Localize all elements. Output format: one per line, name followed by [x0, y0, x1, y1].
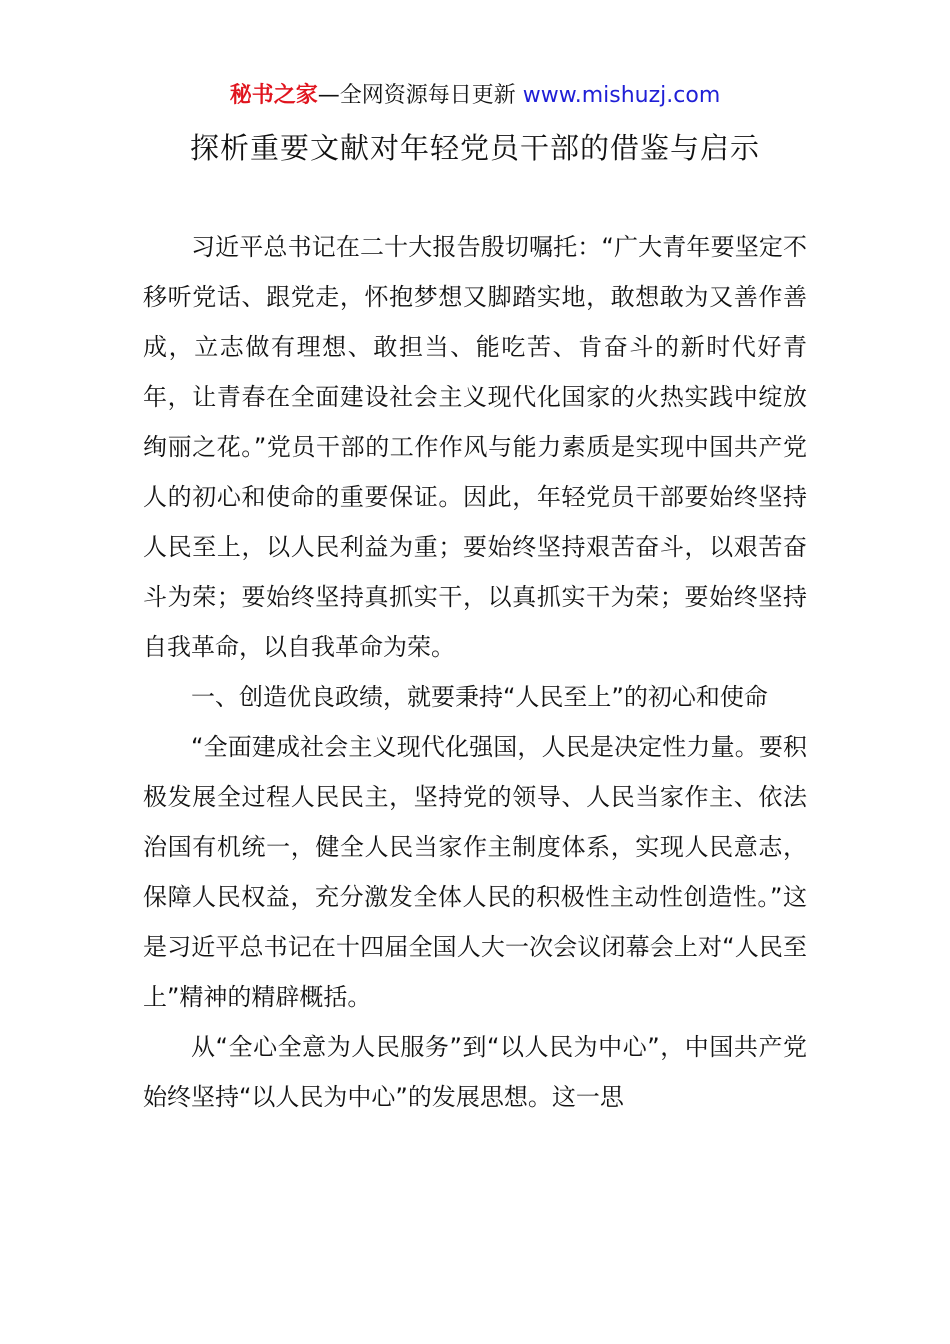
paragraph-continuation: 从“全心全意为人民服务”到“以人民为中心”，中国共产党始终坚持“以人民为中心”的发展思想。这一思	[143, 1033, 807, 1111]
document-title: 探析重要文献对年轻党员干部的借鉴与启示	[189, 131, 760, 165]
site-header	[0, 80, 950, 112]
site-tagline: —全网资源每日更新	[317, 83, 523, 108]
paragraph-intro: 习近平总书记在二十大报告殷切嘱托：“广大青年要坚定不移听党话、跟党走，怀抱梦想又脚踏实地，敢想敢为又善作善成，立志做有理想、敢担当、能吃苦、肯奋斗的新时代好青年，让青春在全面建设社会主义现代化国家的火热实践中绽放绚丽之花。”党员干部的工作作风与能力素质是实现中国共产党人的初心和使命的重要保证。因此，年轻党员干部要始终坚持人民至上，以人民利益为重；要始终坚持艰苦奋斗，以艰苦奋斗为荣；要始终坚持真抓实干，以真抓实干为荣；要始终坚持自我革命，以自我革命为荣。	[143, 233, 807, 661]
section-heading-1: 一、创造优良政绩，就要秉持“人民至上”的初心和使命	[191, 683, 768, 711]
site-url-link[interactable]: www.mishuzj.com	[522, 83, 721, 108]
paragraph-quote: “全面建成社会主义现代化强国，人民是决定性力量。要积极发展全过程人民民主，坚持党的领导、人民当家作主、依法治国有机统一，健全人民当家作主制度体系，实现人民意志，保障人民权益，充分激发全体人民的积极性主动性创造性。”这是习近平总书记在十四届全国人大一次会议闭幕会上对“人民至上”精神的精辟概括。	[143, 733, 807, 1011]
document-body	[143, 222, 807, 1122]
site-brand: 秘书之家	[229, 83, 318, 108]
